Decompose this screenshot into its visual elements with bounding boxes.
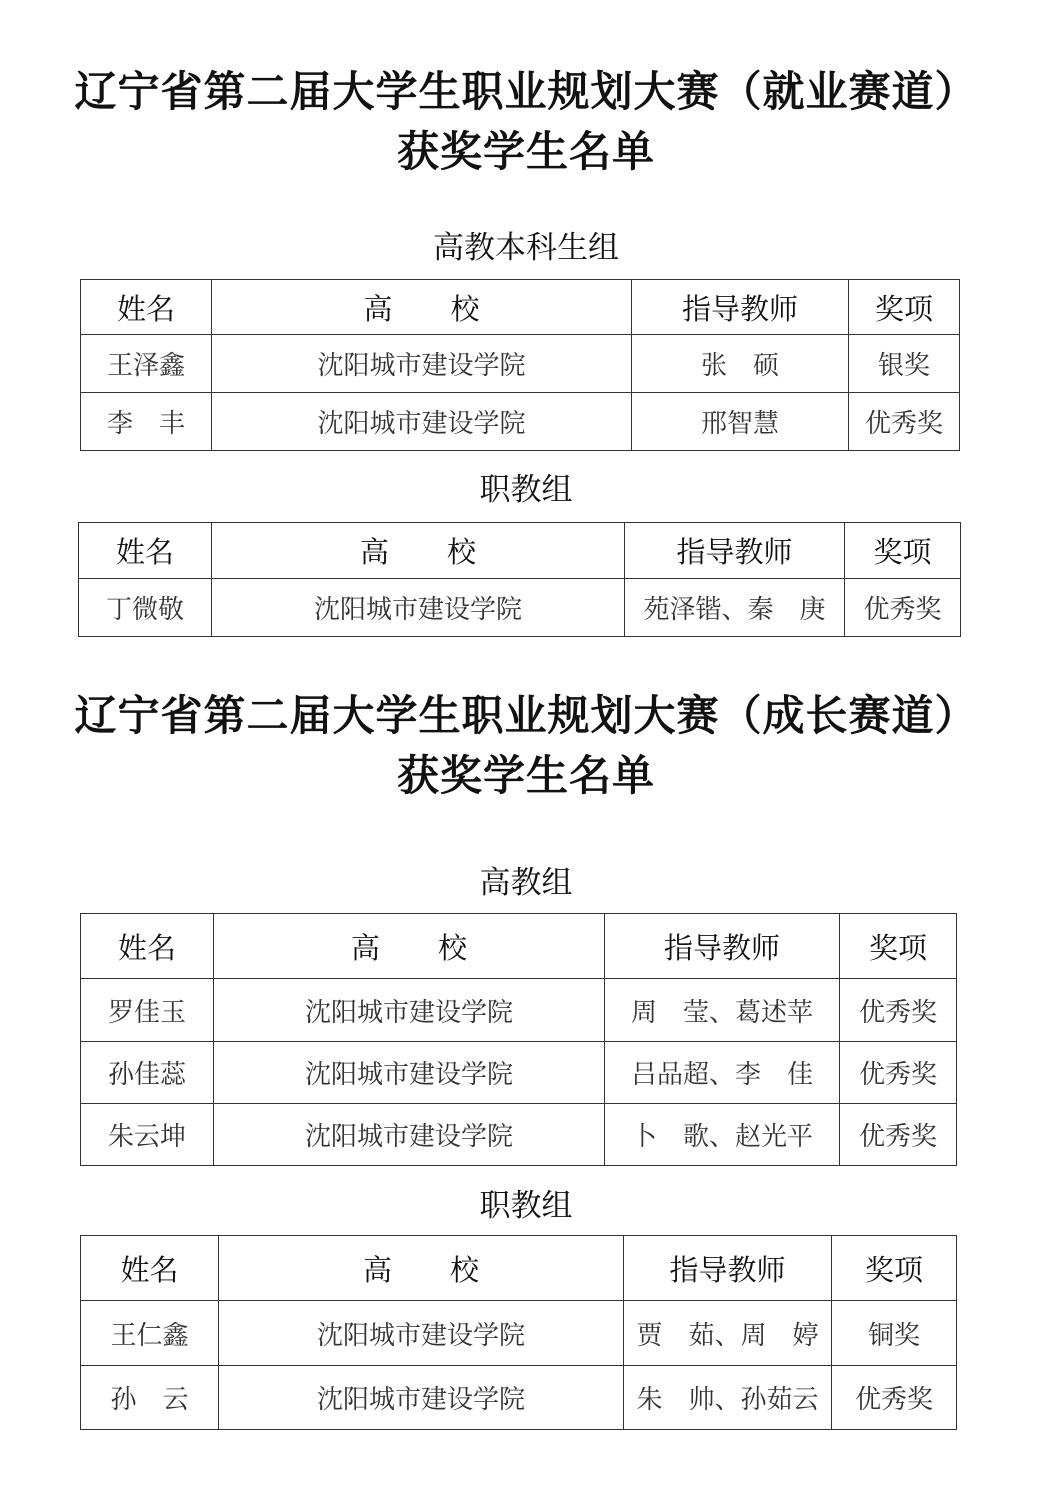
section1-title-line2: 获奖学生名单: [396, 127, 655, 176]
cell-name: 王仁鑫: [81, 1301, 219, 1366]
header-name: 姓名: [81, 1236, 219, 1301]
section1-group2-table: [78, 522, 961, 637]
table-header-row: [79, 523, 961, 579]
header-name: 姓名: [81, 914, 214, 979]
cell-advisor: 吕品超、李 佳: [605, 1042, 840, 1104]
table-header-row: [81, 914, 957, 979]
cell-name: 朱云坤: [81, 1104, 214, 1166]
section2-title-line1: 辽宁省第二届大学生职业规划大赛（成长赛道）: [74, 691, 978, 740]
header-advisor: 指导教师: [632, 280, 849, 335]
cell-award: 银奖: [849, 335, 960, 393]
cell-award: 优秀奖: [840, 979, 957, 1042]
section1-group1-heading: 高教本科生组: [433, 230, 619, 266]
cell-name: 孙 云: [81, 1366, 219, 1430]
cell-school: 沈阳城市建设学院: [212, 393, 632, 451]
table-row: [81, 1301, 957, 1366]
cell-school: 沈阳城市建设学院: [212, 335, 632, 393]
table-header-row: [81, 1236, 957, 1301]
cell-advisor: 朱 帅、孙茹云: [624, 1366, 832, 1430]
section1-title-line1: 辽宁省第二届大学生职业规划大赛（就业赛道）: [74, 67, 978, 116]
cell-name: 李 丰: [81, 393, 212, 451]
table-row: [81, 1366, 957, 1430]
table-row: [81, 335, 960, 393]
table-row: [81, 393, 960, 451]
cell-award: 优秀奖: [840, 1042, 957, 1104]
table-row: [79, 579, 961, 637]
header-school: 高 校: [219, 1236, 624, 1301]
cell-advisor: 邢智慧: [632, 393, 849, 451]
header-award: 奖项: [849, 280, 960, 335]
section1-group2-heading: 职教组: [479, 472, 573, 508]
cell-name: 王泽鑫: [81, 335, 212, 393]
cell-advisor: 贾 茹、周 婷: [624, 1301, 832, 1366]
header-award: 奖项: [832, 1236, 957, 1301]
cell-school: 沈阳城市建设学院: [214, 979, 605, 1042]
header-advisor: 指导教师: [624, 1236, 832, 1301]
section2-title-line2: 获奖学生名单: [396, 751, 655, 800]
cell-school: 沈阳城市建设学院: [219, 1366, 624, 1430]
header-name: 姓名: [79, 523, 212, 579]
header-school: 高 校: [212, 523, 625, 579]
header-advisor: 指导教师: [625, 523, 845, 579]
cell-name: 罗佳玉: [81, 979, 214, 1042]
header-award: 奖项: [840, 914, 957, 979]
section1-group1-table: [80, 279, 960, 451]
table-row: [81, 979, 957, 1042]
cell-name: 孙佳蕊: [81, 1042, 214, 1104]
cell-school: 沈阳城市建设学院: [219, 1301, 624, 1366]
cell-advisor: 张 硕: [632, 335, 849, 393]
cell-school: 沈阳城市建设学院: [212, 579, 625, 637]
section2-group2-heading: 职教组: [479, 1188, 573, 1224]
header-award: 奖项: [845, 523, 961, 579]
cell-award: 优秀奖: [840, 1104, 957, 1166]
section2-group1-heading: 高教组: [479, 865, 573, 901]
header-school: 高 校: [214, 914, 605, 979]
header-name: 姓名: [81, 280, 212, 335]
table-header-row: [81, 280, 960, 335]
table-row: [81, 1104, 957, 1166]
cell-award: 铜奖: [832, 1301, 957, 1366]
cell-name: 丁微敬: [79, 579, 212, 637]
cell-advisor: 苑泽锴、秦 庚: [625, 579, 845, 637]
cell-award: 优秀奖: [845, 579, 961, 637]
cell-school: 沈阳城市建设学院: [214, 1104, 605, 1166]
cell-award: 优秀奖: [832, 1366, 957, 1430]
cell-award: 优秀奖: [849, 393, 960, 451]
cell-advisor: 卜 歌、赵光平: [605, 1104, 840, 1166]
table-row: [81, 1042, 957, 1104]
section2-group2-table: [80, 1235, 957, 1430]
header-advisor: 指导教师: [605, 914, 840, 979]
cell-advisor: 周 莹、葛述苹: [605, 979, 840, 1042]
section2-group1-table: [80, 913, 957, 1166]
cell-school: 沈阳城市建设学院: [214, 1042, 605, 1104]
header-school: 高 校: [212, 280, 632, 335]
